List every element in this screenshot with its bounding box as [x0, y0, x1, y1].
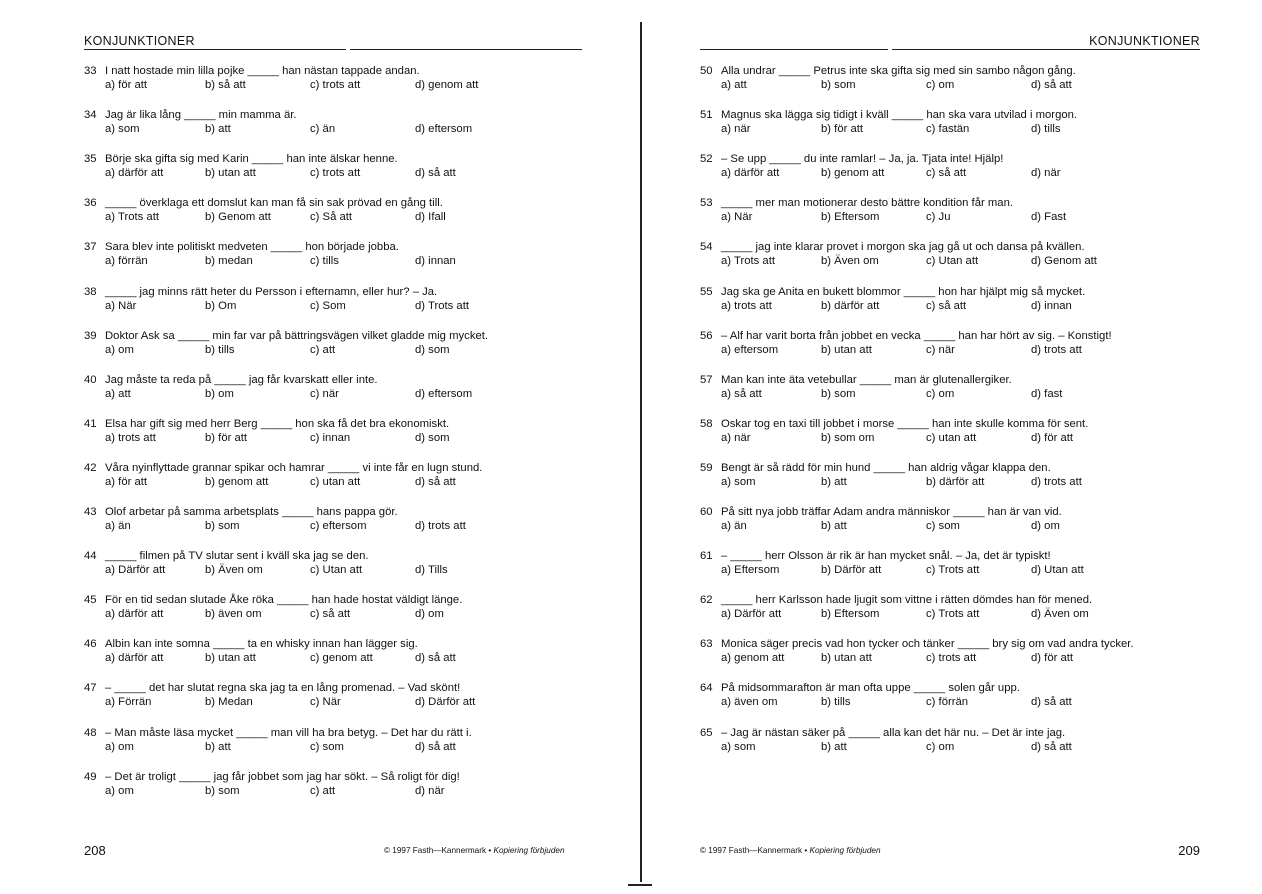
answer-option: c) än — [310, 123, 336, 135]
answer-option: d) innan — [415, 255, 456, 267]
page-title: KONJUNKTIONER — [84, 34, 195, 48]
answer-option: a) Trots att — [721, 255, 775, 267]
question-text: _____ filmen på TV slutar sent i kväll ska jag se den. — [105, 550, 369, 562]
answer-option: d) Ifall — [415, 211, 446, 223]
answer-option: d) för att — [1031, 432, 1074, 444]
answer-options — [105, 563, 605, 578]
question-text: I natt hostade min lilla pojke _____ han nästan tappade andan. — [105, 65, 420, 77]
answer-option: c) fastän — [926, 123, 970, 135]
question-text: – Det är troligt _____ jag får jobbet som jag har sökt. – Så roligt för dig! — [105, 771, 460, 783]
answer-option: d) så att — [415, 167, 456, 179]
answer-option: c) att — [310, 344, 336, 356]
answer-option: b) utan att — [821, 344, 872, 356]
question-number: 42 — [84, 462, 97, 474]
answer-option: d) eftersom — [415, 388, 473, 400]
answer-option: c) Ju — [926, 211, 951, 223]
question-text: För en tid sedan slutade Åke röka _____ han hade hostat väldigt länge. — [105, 594, 463, 606]
answer-option: c) Trots att — [926, 564, 980, 576]
question-number: 53 — [700, 197, 713, 209]
answer-option: a) eftersom — [721, 344, 779, 356]
answer-options — [721, 475, 1221, 490]
answer-option: d) om — [415, 608, 444, 620]
question-number: 47 — [84, 682, 97, 694]
question-number: 43 — [84, 506, 97, 518]
question-number: 57 — [700, 374, 713, 386]
question-number: 48 — [84, 727, 97, 739]
answer-option: b) Därför att — [821, 564, 882, 576]
answer-option: c) när — [310, 388, 339, 400]
question-text: Jag är lika lång _____ min mamma är. — [105, 109, 297, 121]
question-text: Magnus ska lägga sig tidigt i kväll _____ han ska vara utvilad i morgon. — [721, 109, 1078, 121]
question-text: – Jag är nästan säker på _____ alla kan det här nu. – Det är inte jag. — [721, 727, 1066, 739]
question-number: 46 — [84, 638, 97, 650]
header-rule — [700, 49, 888, 50]
answer-option: c) Så att — [310, 211, 353, 223]
answer-option: c) trots att — [310, 167, 361, 179]
answer-option: a) när — [721, 432, 751, 444]
answer-option: d) Trots att — [415, 300, 469, 312]
answer-option: b) som — [205, 785, 240, 797]
answer-option: a) för att — [105, 476, 148, 488]
answer-option: b) så att — [205, 79, 246, 91]
question-text: – Alf har varit borta från jobbet en vecka _____ han har hört av sig. – Konstigt! — [721, 330, 1112, 342]
answer-option: b) Även om — [205, 564, 263, 576]
question-number: 56 — [700, 330, 713, 342]
answer-options — [105, 166, 605, 181]
answer-option: b) att — [821, 741, 847, 753]
answer-option: b) att — [821, 520, 847, 532]
question-number: 58 — [700, 418, 713, 430]
question-text: Börje ska gifta sig med Karin _____ han inte älskar henne. — [105, 153, 398, 165]
answer-option: d) för att — [1031, 652, 1074, 664]
question-text: Man kan inte äta vetebullar _____ man är glutenallergiker. — [721, 374, 1012, 386]
answer-option: c) När — [310, 696, 341, 708]
answer-option: c) om — [926, 741, 955, 753]
question-text: – Se upp _____ du inte ramlar! – Ja, ja. Tjata inte! Hjälp! — [721, 153, 1004, 165]
question-number: 65 — [700, 727, 713, 739]
answer-option: b) att — [205, 741, 231, 753]
answer-option: a) förrän — [105, 255, 148, 267]
answer-option: b) därför att — [926, 476, 985, 488]
answer-option: b) genom att — [821, 167, 885, 179]
answer-option: b) för att — [205, 432, 248, 444]
question-number: 50 — [700, 65, 713, 77]
answer-option: a) därför att — [105, 652, 164, 664]
answer-option: c) innan — [310, 432, 351, 444]
question-number: 41 — [84, 418, 97, 430]
answer-option: c) att — [310, 785, 336, 797]
answer-option: a) därför att — [105, 167, 164, 179]
question-text: På midsommarafton är man ofta uppe _____ solen går upp. — [721, 682, 1020, 694]
answer-option: a) Trots att — [105, 211, 159, 223]
question-number: 59 — [700, 462, 713, 474]
answer-option: b) tills — [205, 344, 235, 356]
answer-option: d) trots att — [1031, 476, 1082, 488]
question-text: _____ mer man motionerar desto bättre kondition får man. — [721, 197, 1013, 209]
answer-options — [721, 299, 1221, 314]
answer-option: d) när — [1031, 167, 1061, 179]
question-text: Oskar tog en taxi till jobbet i morse _____ han inte skulle komma för sent. — [721, 418, 1089, 430]
answer-option: c) Som — [310, 300, 346, 312]
right-page — [642, 0, 1262, 894]
answer-option: a) om — [105, 741, 134, 753]
answer-option: b) som — [205, 520, 240, 532]
answer-option: b) att — [821, 476, 847, 488]
answer-options — [105, 254, 605, 269]
page-title: KONJUNKTIONER — [1089, 34, 1200, 48]
answer-option: a) Därför att — [721, 608, 782, 620]
question-number: 55 — [700, 286, 713, 298]
question-number: 35 — [84, 153, 97, 165]
question-text: Monica säger precis vad hon tycker och tänker _____ bry sig om vad andra tycker. — [721, 638, 1134, 650]
answer-option: b) Medan — [205, 696, 253, 708]
answer-option: b) tills — [821, 696, 851, 708]
answer-options — [105, 343, 605, 358]
answer-option: a) än — [105, 520, 131, 532]
answer-options — [105, 431, 605, 446]
answer-options — [105, 607, 605, 622]
answer-option: b) som — [821, 388, 856, 400]
answer-option: c) som — [926, 520, 960, 532]
question-number: 61 — [700, 550, 713, 562]
copy-prohibited-text: Kopiering förbjuden — [809, 846, 881, 855]
answer-option: c) så att — [310, 608, 351, 620]
question-text: _____ herr Karlsson hade ljugit som vittne i rätten dömdes han för mened. — [721, 594, 1093, 606]
question-number: 34 — [84, 109, 97, 121]
answer-option: d) Utan att — [1031, 564, 1084, 576]
answer-option: a) när — [721, 123, 751, 135]
answer-option: d) fast — [1031, 388, 1063, 400]
answer-option: a) som — [105, 123, 140, 135]
answer-option: a) som — [721, 741, 756, 753]
answer-options — [105, 78, 605, 93]
answer-option: b) även om — [205, 608, 262, 620]
answer-option: c) om — [926, 79, 955, 91]
answer-option: c) utan att — [310, 476, 361, 488]
answer-option: c) så att — [926, 167, 967, 179]
answer-options — [721, 122, 1221, 137]
answer-option: a) genom att — [721, 652, 785, 664]
question-number: 39 — [84, 330, 97, 342]
page-number: 208 — [84, 843, 106, 858]
answer-option: a) Eftersom — [721, 564, 780, 576]
answer-options — [105, 784, 605, 799]
answer-option: b) medan — [205, 255, 253, 267]
answer-option: a) När — [105, 300, 137, 312]
answer-option: c) som — [310, 741, 344, 753]
answer-option: a) därför att — [105, 608, 164, 620]
answer-option: d) Fast — [1031, 211, 1067, 223]
answer-options — [105, 519, 605, 534]
answer-option: d) så att — [415, 741, 456, 753]
answer-options — [721, 651, 1221, 666]
answer-option: a) för att — [105, 79, 148, 91]
answer-option: a) Därför att — [105, 564, 166, 576]
answer-option: b) för att — [821, 123, 864, 135]
answer-option: c) Utan att — [310, 564, 363, 576]
question-text: Jag måste ta reda på _____ jag får kvarskatt eller inte. — [105, 374, 378, 386]
answer-options — [721, 210, 1221, 225]
answer-options — [105, 740, 605, 755]
answer-option: b) som — [821, 79, 856, 91]
question-text: På sitt nya jobb träffar Adam andra människor _____ han är van vid. — [721, 506, 1062, 518]
answer-option: a) När — [721, 211, 753, 223]
answer-option: c) genom att — [310, 652, 373, 664]
answer-options — [105, 122, 605, 137]
answer-option: b) utan att — [205, 652, 256, 664]
answer-options — [105, 695, 605, 710]
answer-option: c) Utan att — [926, 255, 979, 267]
answer-options — [105, 475, 605, 490]
question-text: Jag ska ge Anita en bukett blommor _____ hon har hjälpt mig så mycket. — [721, 286, 1086, 298]
question-text: – Man måste läsa mycket _____ man vill ha bra betyg. – Det har du rätt i. — [105, 727, 472, 739]
question-number: 54 — [700, 241, 713, 253]
answer-options — [721, 431, 1221, 446]
question-number: 49 — [84, 771, 97, 783]
header-rule — [84, 49, 346, 50]
answer-option: d) som — [415, 344, 450, 356]
copyright-notice — [700, 846, 881, 855]
question-text: Sara blev inte politiskt medveten _____ hon började jobba. — [105, 241, 399, 253]
question-text: Våra nyinflyttade grannar spikar och hamrar _____ vi inte får en lugn stund. — [105, 462, 483, 474]
question-number: 62 — [700, 594, 713, 606]
question-number: 64 — [700, 682, 713, 694]
question-number: 33 — [84, 65, 97, 77]
question-text: _____ jag inte klarar provet i morgon ska jag gå ut och dansa på kvällen. — [721, 241, 1085, 253]
answer-option: d) tills — [1031, 123, 1061, 135]
answer-option: a) om — [105, 344, 134, 356]
answer-option: c) så att — [926, 300, 967, 312]
answer-option: d) om — [1031, 520, 1060, 532]
question-text: – _____ det har slutat regna ska jag ta en lång promenad. – Vad skönt! — [105, 682, 461, 694]
question-text: _____ överklaga ett domslut kan man få sin sak prövad en gång till. — [105, 197, 443, 209]
copy-prohibited-text: Kopiering förbjuden — [493, 846, 565, 855]
answer-option: c) förrän — [926, 696, 969, 708]
copyright-text: © 1997 Fasth—Kannermark • — [700, 846, 810, 855]
question-number: 40 — [84, 374, 97, 386]
page-number: 209 — [1178, 843, 1200, 858]
answer-options — [721, 563, 1221, 578]
answer-option: a) trots att — [105, 432, 156, 444]
answer-option: a) än — [721, 520, 747, 532]
question-text: – _____ herr Olsson är rik är han mycket snål. – Ja, det är typiskt! — [721, 550, 1051, 562]
answer-option: d) så att — [1031, 741, 1072, 753]
question-text: Alla undrar _____ Petrus inte ska gifta sig med sin sambo någon gång. — [721, 65, 1076, 77]
answer-option: d) som — [415, 432, 450, 444]
question-number: 60 — [700, 506, 713, 518]
answer-option: d) innan — [1031, 300, 1072, 312]
answer-options — [721, 343, 1221, 358]
question-number: 36 — [84, 197, 97, 209]
answer-option: a) om — [105, 785, 134, 797]
answer-options — [105, 299, 605, 314]
answer-option: d) Tills — [415, 564, 448, 576]
answer-option: d) Därför att — [415, 696, 476, 708]
answer-options — [721, 695, 1221, 710]
question-number: 52 — [700, 153, 713, 165]
copyright-text: © 1997 Fasth—Kannermark • — [384, 846, 494, 855]
answer-option: c) när — [926, 344, 955, 356]
answer-option: b) om — [205, 388, 234, 400]
answer-option: b) Även om — [821, 255, 879, 267]
answer-options — [721, 78, 1221, 93]
copyright-notice — [384, 846, 565, 855]
question-number: 63 — [700, 638, 713, 650]
answer-option: a) Förrän — [105, 696, 152, 708]
answer-option: c) utan att — [926, 432, 977, 444]
answer-option: a) så att — [721, 388, 762, 400]
answer-option: b) därför att — [821, 300, 880, 312]
answer-option: d) så att — [415, 652, 456, 664]
answer-option: d) när — [415, 785, 445, 797]
question-text: Bengt är så rädd för min hund _____ han aldrig vågar klappa den. — [721, 462, 1051, 474]
question-text: _____ jag minns rätt heter du Persson i efternamn, eller hur? – Ja. — [105, 286, 438, 298]
answer-option: c) trots att — [926, 652, 977, 664]
answer-option: b) Om — [205, 300, 237, 312]
header-rule — [350, 49, 582, 50]
answer-options — [105, 210, 605, 225]
answer-option: b) Genom att — [205, 211, 271, 223]
answer-option: d) Genom att — [1031, 255, 1097, 267]
answer-option: c) trots att — [310, 79, 361, 91]
answer-options — [721, 387, 1221, 402]
answer-option: d) eftersom — [415, 123, 473, 135]
answer-options — [721, 254, 1221, 269]
question-text: Olof arbetar på samma arbetsplats _____ hans pappa gör. — [105, 506, 398, 518]
answer-option: b) Eftersom — [821, 211, 880, 223]
answer-option: b) Eftersom — [821, 608, 880, 620]
answer-options — [721, 607, 1221, 622]
question-number: 38 — [84, 286, 97, 298]
answer-option: b) utan att — [821, 652, 872, 664]
answer-option: a) som — [721, 476, 756, 488]
answer-option: d) så att — [1031, 79, 1072, 91]
answer-option: c) tills — [310, 255, 339, 267]
question-number: 37 — [84, 241, 97, 253]
answer-options — [721, 166, 1221, 181]
question-number: 44 — [84, 550, 97, 562]
answer-option: d) trots att — [415, 520, 466, 532]
answer-option: a) att — [721, 79, 747, 91]
header-rule — [892, 49, 1200, 50]
answer-options — [721, 740, 1221, 755]
answer-option: d) Även om — [1031, 608, 1089, 620]
question-number: 45 — [84, 594, 97, 606]
answer-option: d) så att — [1031, 696, 1072, 708]
question-text: Doktor Ask sa _____ min far var på bättringsvägen vilket gladde mig mycket. — [105, 330, 489, 342]
answer-option: c) eftersom — [310, 520, 367, 532]
answer-option: b) att — [205, 123, 231, 135]
answer-option: b) genom att — [205, 476, 269, 488]
answer-option: b) utan att — [205, 167, 256, 179]
answer-options — [105, 651, 605, 666]
answer-option: a) att — [105, 388, 131, 400]
answer-option: d) genom att — [415, 79, 479, 91]
answer-option: c) Trots att — [926, 608, 980, 620]
answer-option: b) som om — [821, 432, 875, 444]
answer-option: a) trots att — [721, 300, 772, 312]
question-number: 51 — [700, 109, 713, 121]
answer-option: a) därför att — [721, 167, 780, 179]
answer-options — [105, 387, 605, 402]
answer-option: d) trots att — [1031, 344, 1082, 356]
question-text: Albin kan inte somna _____ ta en whisky innan han lägger sig. — [105, 638, 418, 650]
answer-option: c) om — [926, 388, 955, 400]
answer-option: d) så att — [415, 476, 456, 488]
answer-option: a) även om — [721, 696, 778, 708]
answer-options — [721, 519, 1221, 534]
question-text: Elsa har gift sig med herr Berg _____ hon ska få det bra ekonomiskt. — [105, 418, 450, 430]
